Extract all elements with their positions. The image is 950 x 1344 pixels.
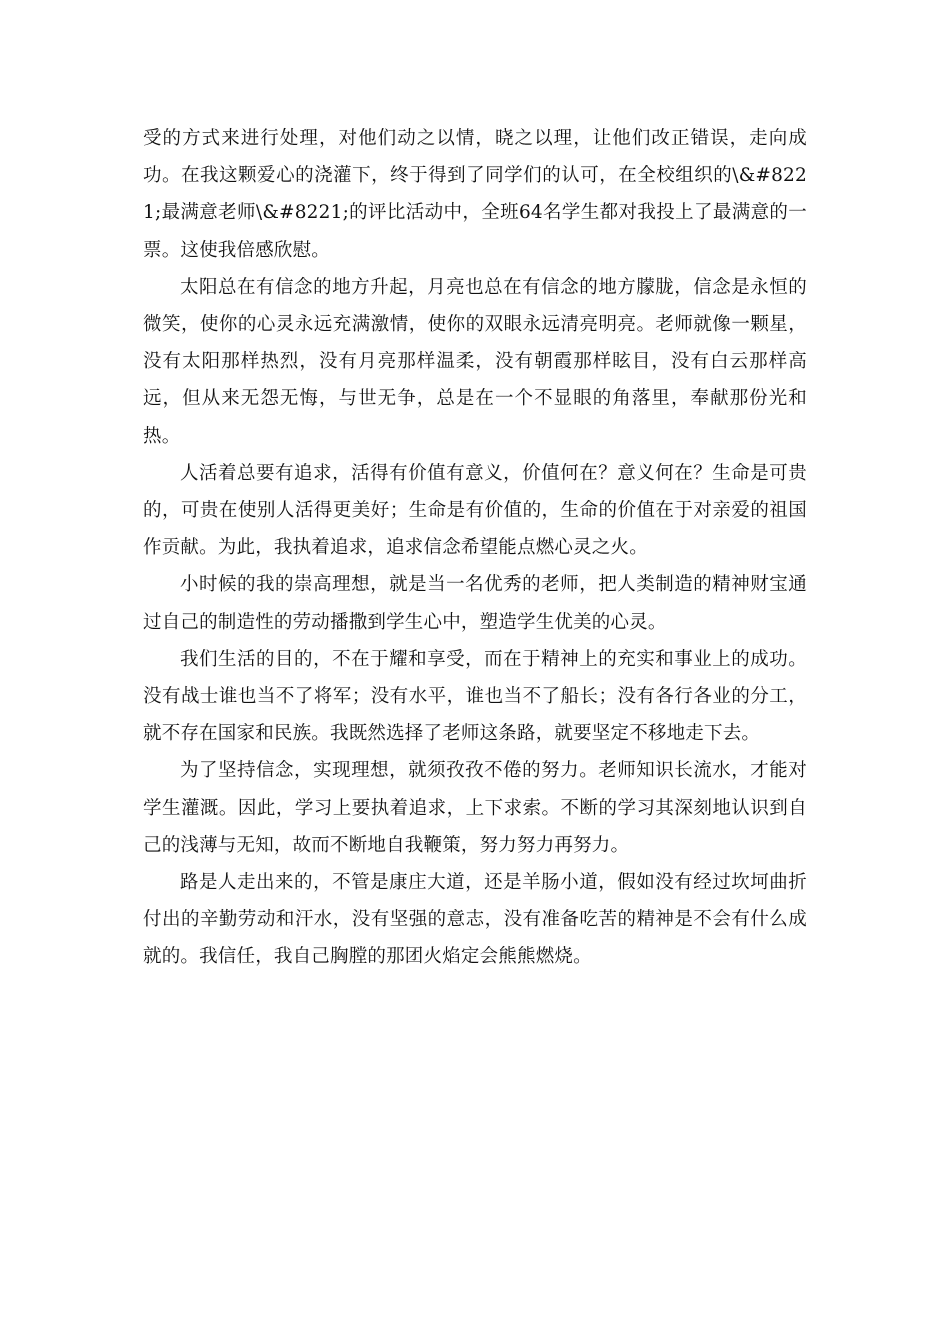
paragraph-purpose-of-life: 我们生活的目的，不在于耀和享受，而在于精神上的充实和事业上的成功。没有战士谁也当不了将军；没有水平，谁也当不了船长；没有各行各业的分工，就不存在国家和民族。我既然选择了老师这条路，就要坚定不移地走下去。 bbox=[143, 648, 807, 745]
paragraph-continued: 受的方式来进行处理，对他们动之以情，晓之以理，让他们改正错误，走向成功。在我这颗爱心的浇灌下，终于得到了同学们的认可，在全校组织的\&#8221;最满意老师\&#8221;的评比活动中，全班64名学生都对我投上了最满意的一票。这使我倍感欣慰。 bbox=[143, 128, 807, 261]
paragraph-childhood-ideal: 小时候的我的崇高理想，就是当一名优秀的老师，把人类制造的精神财宝通过自己的制造性的劳动播撒到学生心中，塑造学生优美的心灵。 bbox=[143, 574, 807, 633]
paragraph-belief: 太阳总在有信念的地方升起，月亮也总在有信念的地方朦胧，信念是永恒的微笑，使你的心灵永远充满激情，使你的双眼永远清亮明亮。老师就像一颗星，没有太阳那样热烈，没有月亮那样温柔，没有朝霞那样眩目，没有白云那样高远，但从来无怨无悔，与世无争，总是在一个不显眼的角落里，奉献那份光和热。 bbox=[143, 276, 807, 447]
paragraph-persistence: 为了坚持信念，实现理想，就须孜孜不倦的努力。老师知识长流水，才能对学生灌溉。因此，学习上要执着追求，上下求索。不断的学习其深刻地认识到自己的浅薄与无知，故而不断地自我鞭策，努力努力再努力。 bbox=[143, 760, 807, 856]
paragraph-road: 路是人走出来的，不管是康庄大道，还是羊肠小道，假如没有经过坎坷曲折付出的辛勤劳动和汗水，没有坚强的意志，没有准备吃苦的精神是不会有什么成就的。我信任，我自己胸膛的那团火焰定会熊熊燃烧。 bbox=[143, 872, 807, 968]
paragraph-pursuit: 人活着总要有追求，活得有价值有意义，价值何在？意义何在？生命是可贵的，可贵在使别人活得更美好；生命是有价值的，生命的价值在于对亲爱的祖国作贡献。为此，我执着追求，追求信念希望能点燃心灵之火。 bbox=[143, 462, 807, 559]
document-body bbox=[143, 120, 807, 976]
